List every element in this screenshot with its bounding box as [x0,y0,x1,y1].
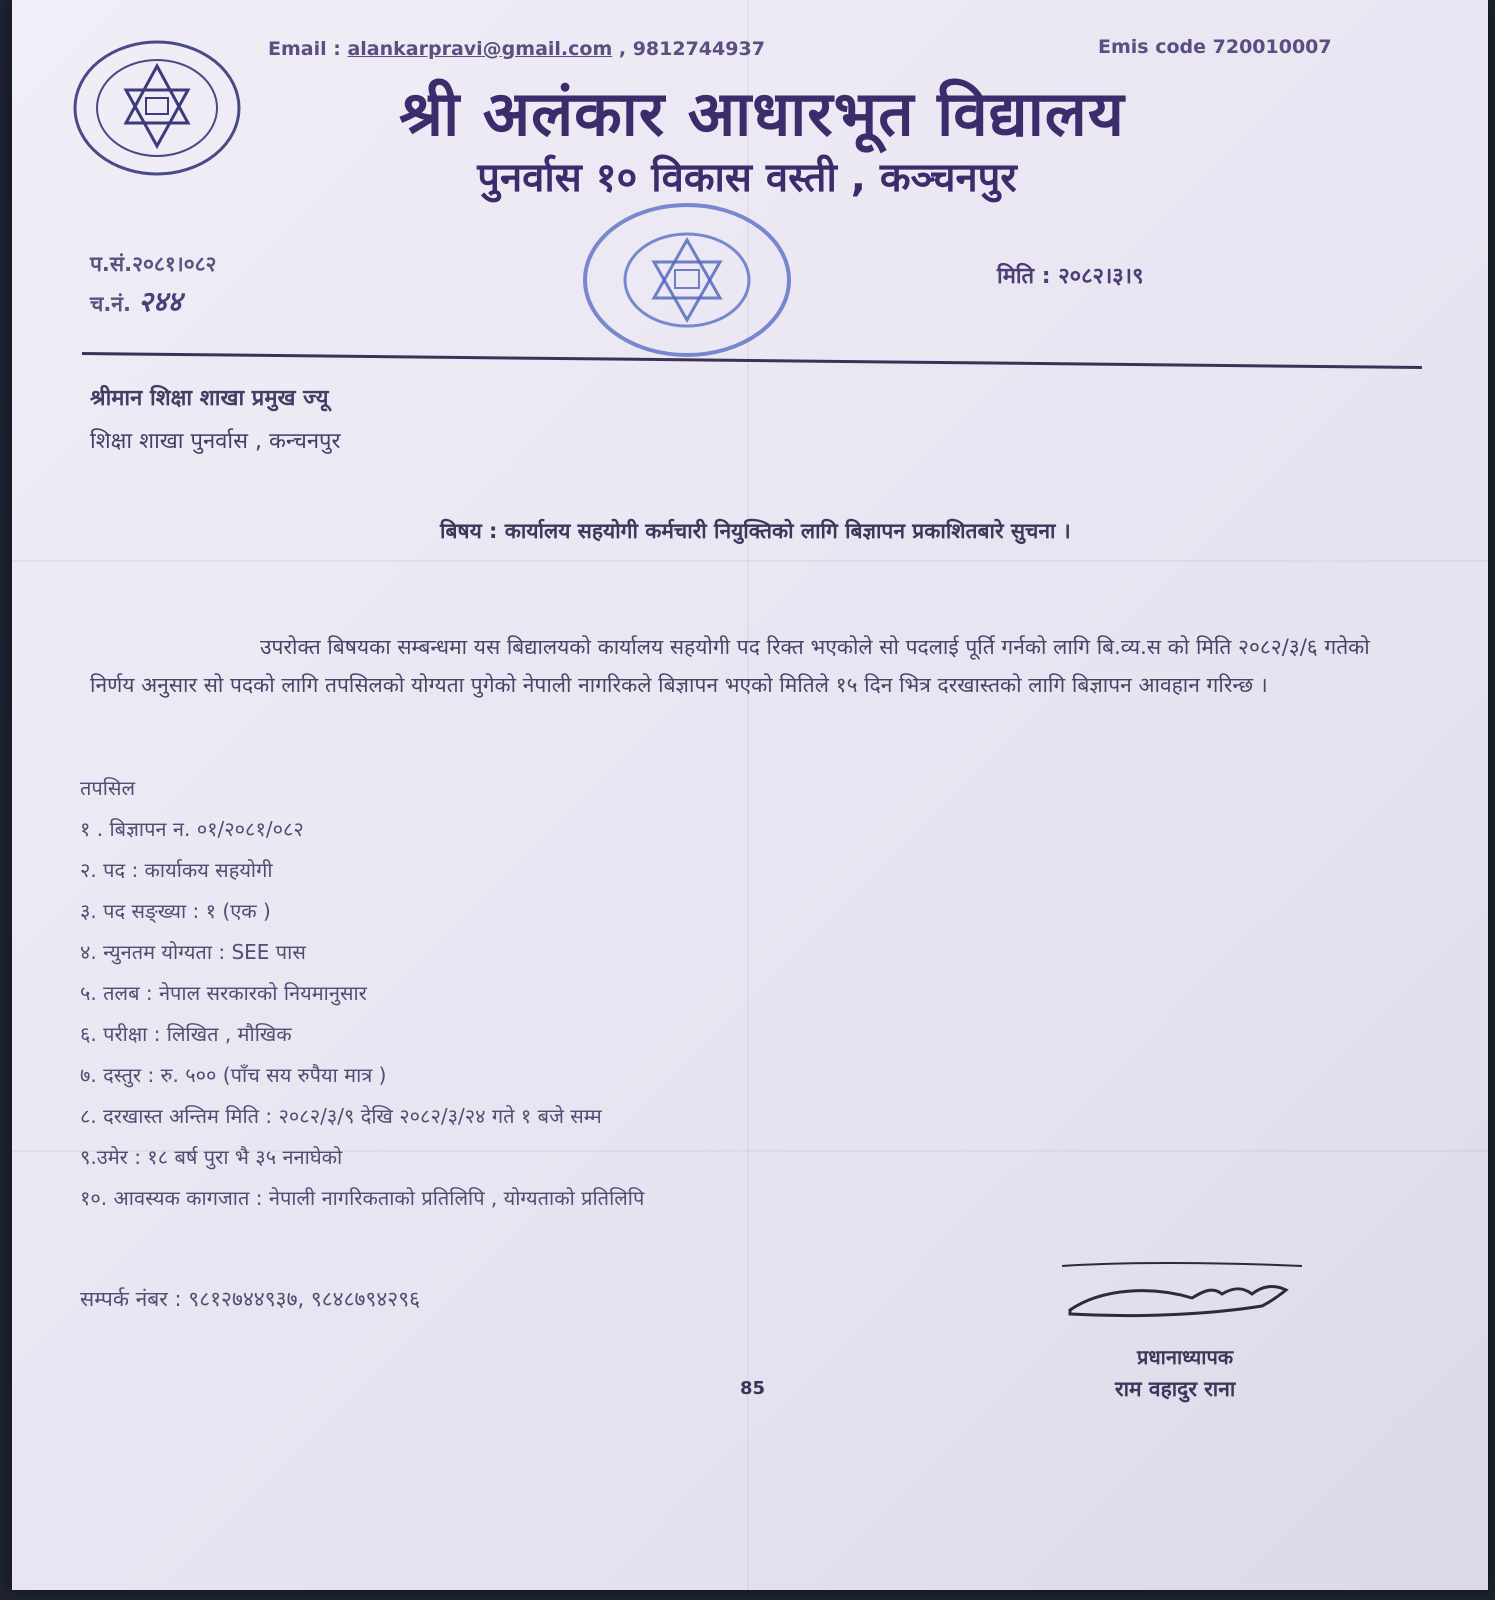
letter-paper [12,0,1488,1590]
email-link[interactable]: alankarpravi@gmail.com [347,38,613,60]
list-item: ८. दरखास्त अन्तिम मिति : २०८२/३/९ देखि २०८२/३/२४ गते १ बजे सम्म [80,1104,602,1128]
paper-fold [12,560,1488,562]
letter-body [90,628,1420,704]
contact-numbers: सम्पर्क नंबर : ९८१२७४४९३७, ९८४८७९४२९६ [80,1287,421,1311]
dispatch-value: २४४ [138,285,182,318]
list-item: ५. तलब : नेपाल सरकारको नियमानुसार [80,981,367,1005]
signatory-title: प्रधानाध्यापक [1137,1345,1234,1369]
letter-date: मिति : २०८२।३।९ [997,264,1144,289]
list-item: ४. न्युनतम योग्यता : SEE पास [80,940,306,964]
list-item: १०. आवस्यक कागजात : नेपाली नागरिकताको प्रतिलिपि , योग्यताको प्रतिलिपि [80,1186,645,1210]
phone-number: , 9812744937 [618,38,765,60]
school-name: श्री अलंकार आधारभूत विद्यालय [399,77,1125,150]
dispatch-number [90,282,182,320]
signature-icon [1062,1258,1312,1328]
details-heading: तपसिल [80,776,136,800]
contact-line [268,38,765,60]
emis-code: Emis code 720010007 [1098,36,1332,58]
official-stamp-icon [580,200,795,360]
list-item: ९.उमेर : १८ बर्ष पुरा भै ३५ ननाघेको [80,1145,343,1169]
recipient-line-1: श्रीमान शिक्षा शाखा प्रमुख ज्यू [90,386,329,411]
dispatch-label: च.नं. [90,292,131,316]
school-seal-icon [70,38,245,178]
letter-subject: बिषय : कार्यालय सहयोगी कर्मचारी नियुक्तिको लागि बिज्ञापन प्रकाशितबारे सुचना । [440,519,1071,543]
page-number: 85 [740,1378,766,1399]
school-address: पुनर्वास १० विकास वस्ती , कञ्चनपुर [477,155,1017,201]
list-item: १ . बिज्ञापन न. ०१/२०८१/०८२ [80,817,304,841]
signatory-name: राम वहादुर राना [1115,1377,1236,1401]
recipient-line-2: शिक्षा शाखा पुनर्वास , कन्चनपुर [90,429,341,454]
list-item: ६. परीक्षा : लिखित , मौखिक [80,1022,292,1046]
list-item: ७. दस्तुर : रु. ५०० (पाँच सय रुपैया मात्र ) [80,1063,387,1087]
list-item: २. पद : कार्याकय सहयोगी [80,858,273,882]
details-list [80,768,1080,1219]
body-paragraph: उपरोक्त बिषयका सम्बन्धमा यस बिद्यालयको कार्यालय सहयोगी पद रिक्त भएकोले सो पदलाई पूर्ति गर्नको लागि बि.व्य.स को मिति २०८२/३/६ गतेको निर्णय अनुसार सो पदको लागि तपसिलको योग्यता पुगेको नेपाली नागरिकले बिज्ञापन भएको मितिले १५ दिन भित्र दरखास्तको लागि बिज्ञापन आवहान गरिन्छ । [90,635,1370,697]
email-label: Email : [268,38,341,60]
reference-number: प.सं.२०८१।०८२ [90,252,217,276]
list-item: ३. पद सङ्ख्या : १ (एक ) [80,899,271,923]
